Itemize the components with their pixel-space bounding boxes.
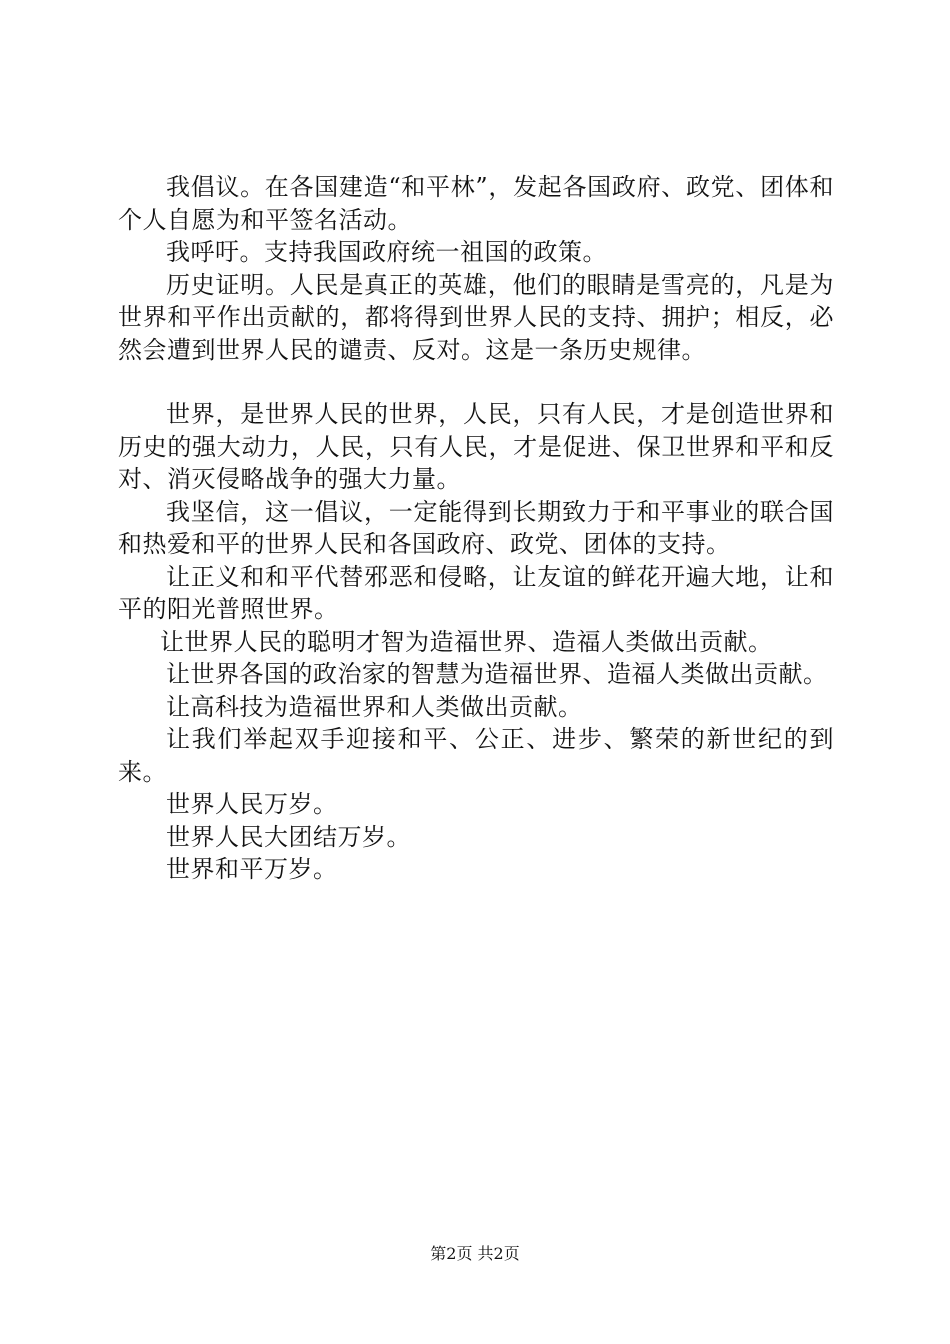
paragraph-history: 历史证明。人民是真正的英雄，他们的眼睛是雪亮的，凡是为世界和平作出贡献的，都将得到世界人民的支持、拥护；相反，必然会遭到世界人民的谴责、反对。这是一条历史规律。 [118,270,834,364]
paragraph-appeal: 我呼吁。支持我国政府统一祖国的政策。 [166,238,607,266]
paragraph-wisdom-politicians: 让世界各国的政治家的智慧为造福世界、造福人类做出贡献。 [166,660,828,688]
paragraph-hightech: 让高科技为造福世界和人类做出贡献。 [166,692,583,721]
paragraph-world-people: 世界，是世界人民的世界，人民，只有人民，才是创造世界和历史的强大动力，人民，只有人民，才是促进、保卫世界和平和反对、消灭侵略战争的强大力量。 [118,400,834,493]
paragraph-wisdom-people: 让世界人民的聪明才智为造福世界、造福人类做出贡献。 [160,627,773,656]
page-footer: 第2页 共2页 [430,1244,520,1263]
paragraph-slogan-people: 世界人民万岁。 [166,790,338,818]
paragraph-slogan-unity: 世界人民大团结万岁。 [166,822,411,851]
paragraph-proposal: 我倡议。在各国建造“和平林”，发起各国政府、政党、团体和个人自愿为和平签名活动。 [118,173,834,234]
document-body [118,171,834,886]
paragraph-slogan-peace: 世界和平万岁。 [166,855,338,883]
paragraph-new-century: 让我们举起双手迎接和平、公正、进步、繁荣的新世纪的到来。 [118,725,834,786]
paragraph-justice: 让正义和和平代替邪恶和侵略，让友谊的鲜花开遍大地，让和平的阳光普照世界。 [118,562,834,623]
paragraph-belief: 我坚信，这一倡议，一定能得到长期致力于和平事业的联合国和热爱和平的世界人民和各国政府、政党、团体的支持。 [118,497,834,558]
